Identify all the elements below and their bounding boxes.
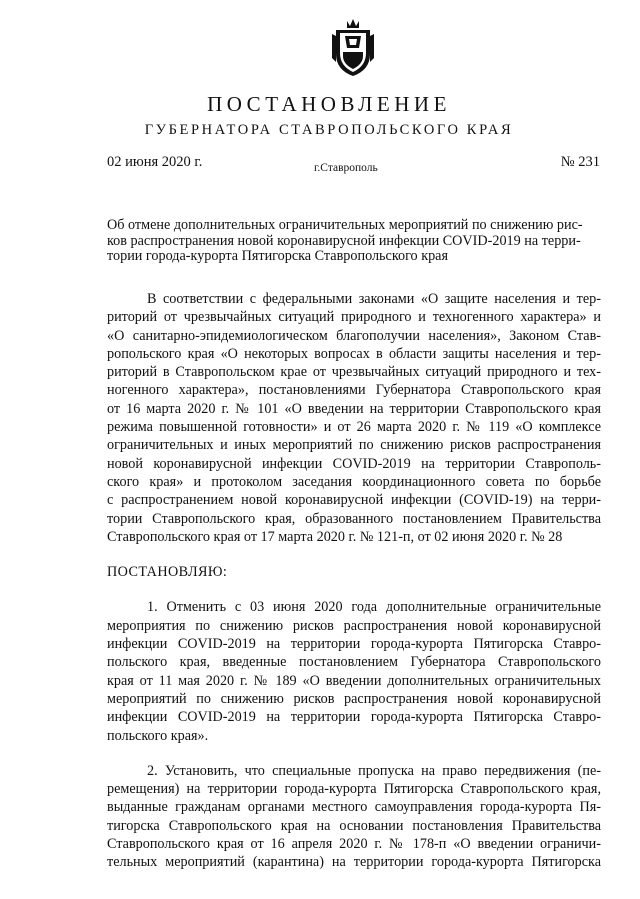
document-body xyxy=(107,290,601,872)
text-line: Ставропольского края от 16 апреля 2020 г. № 178-п «О введении ограничи- xyxy=(107,836,601,853)
decree-word: ПОСТАНОВЛЯЮ: xyxy=(107,564,228,581)
document-title: ПОСТАНОВЛЕНИЕ xyxy=(207,92,451,116)
text-line: инфекции COVID-2019 на территории города-курорта Пятигорска Ставро- xyxy=(107,709,601,726)
heading-line: тории города-курорта Пятигорска Ставропольского края xyxy=(107,248,449,264)
text-line: риторий от чрезвычайных ситуаций природного и техногенного характера» и xyxy=(107,309,601,326)
text-line: Ставропольского края от 17 марта 2020 г. № 121-п, от 02 июня 2020 г. № 28 xyxy=(107,528,563,545)
text-line: тигорска Ставропольского края на основании постановления Правительства xyxy=(107,817,601,834)
text-line: выданные гражданам органами местного самоуправления города-курорта Пя- xyxy=(107,799,601,816)
text-line: польского края». xyxy=(107,727,209,744)
heading-line: Об отмене дополнительных ограничительных мероприятий по снижению рис- xyxy=(107,217,583,233)
text-line: тории Ставропольского края, образованного постановлением Правительства xyxy=(107,510,601,527)
text-line: мероприятий по снижению рисков распространения новой коронавирусной xyxy=(107,690,601,707)
text-line: от 16 марта 2020 г. № 101 «О введении на территории Ставропольского края xyxy=(107,400,601,417)
document-heading xyxy=(107,218,601,265)
text-line: края от 11 мая 2020 г. № 189 «О введении дополнительных ограничительных xyxy=(107,672,601,689)
text-line: мероприятия по снижению рисков распространения новой коронавирусной xyxy=(107,617,601,634)
item-1-paragraph xyxy=(107,598,601,744)
text-line: режима повышенной готовности» и от 26 марта 2020 г. № 119 «О комплексе xyxy=(107,419,601,436)
text-line: ропольского края «О некоторых вопросах в области защиты населения и тер- xyxy=(107,345,601,362)
text-line: ского края» и протоколом заседания координационного совета по борьбе xyxy=(107,473,601,490)
text-line: «О санитарно-эпидемиологическом благополучии населения», Законом Став- xyxy=(107,327,601,344)
text-line: с распространением новой коронавирусной инфекции (COVID-19) на терри- xyxy=(107,492,601,509)
text-line: 2. Установить, что специальные пропуска на право передвижения (пе- xyxy=(147,762,601,779)
heading-line: ков распространения новой коронавирусной инфекции COVID-2019 на терри- xyxy=(107,232,581,249)
text-line: новой коронавирусной инфекции COVID-2019 на территории Ставрополь- xyxy=(107,455,601,472)
text-line: ногенного характера», постановлениями Губернатора Ставропольского края xyxy=(107,382,601,399)
item-2-paragraph xyxy=(107,762,601,872)
coat-of-arms-icon xyxy=(328,18,378,78)
text-line: В соответствии с федеральными законами «О защите населения и тер- xyxy=(147,291,601,307)
text-line: ограничительных и иных мероприятий по снижению рисков распространения xyxy=(107,437,601,454)
text-line: польского края, введенные постановлением Губернатора Ставропольского xyxy=(107,654,601,671)
text-line: 1. Отменить с 03 июня 2020 года дополнительные ограничительные xyxy=(147,599,601,616)
document-number: № 231 xyxy=(560,154,600,170)
preamble-paragraph xyxy=(107,290,601,546)
text-line: инфекции COVID-2019 на территории города-курорта Пятигорска Ставро- xyxy=(107,636,601,653)
document-subtitle: ГУБЕРНАТОРА СТАВРОПОЛЬСКОГО КРАЯ xyxy=(144,122,514,138)
text-line: риторий в Ставропольском крае от чрезвычайных ситуаций природного и тех- xyxy=(107,364,601,381)
text-line: ремещения) на территории города-курорта Пятигорска Ставропольского края, xyxy=(107,781,601,798)
document-date: 02 июня 2020 г. xyxy=(107,154,203,170)
document-city: г.Ставрополь xyxy=(314,162,378,174)
text-line: тельных мероприятий (карантина) на территории города-курорта Пятигорска xyxy=(107,854,601,871)
